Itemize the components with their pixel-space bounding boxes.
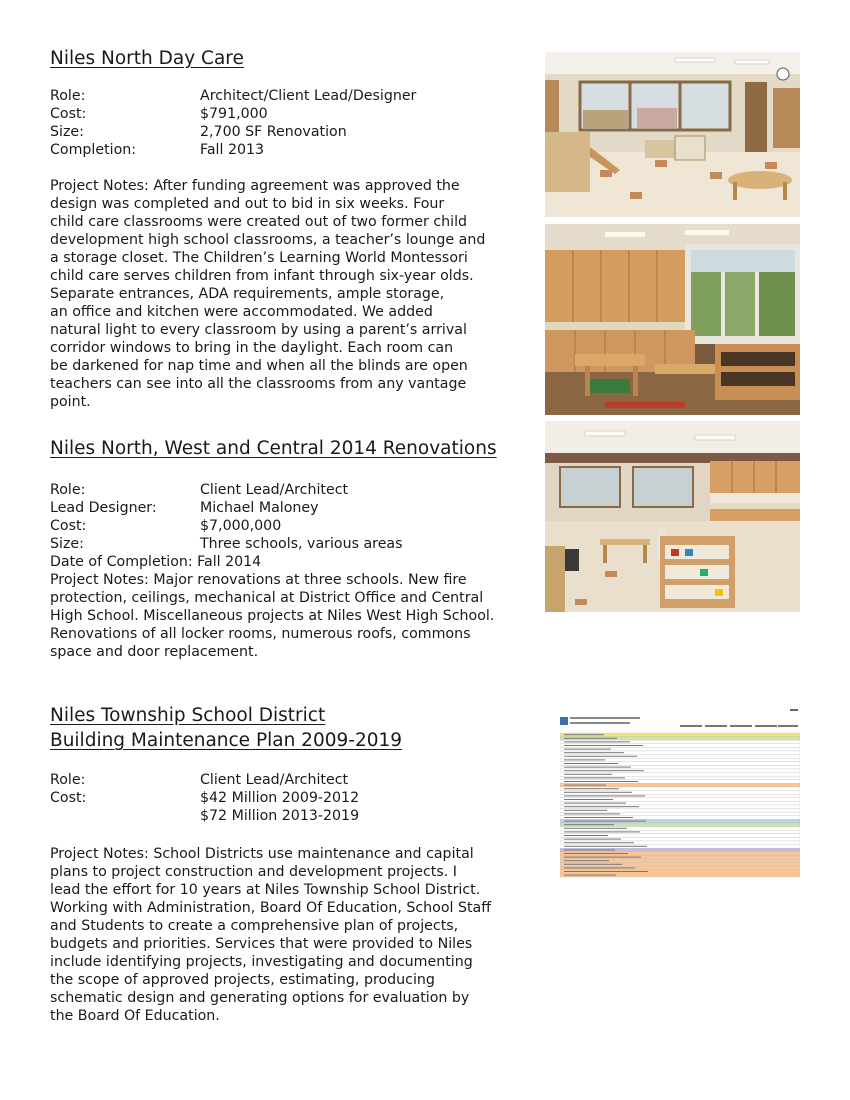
- field-value: Fall 2013: [200, 142, 265, 158]
- notes-line: teachers can see into all the classrooms from any vantage: [50, 376, 467, 392]
- notes-line: child care classrooms were created out of two former child: [50, 214, 468, 230]
- notes-line: and Students to create a comprehensive plan of projects,: [50, 918, 459, 934]
- project-2-notes: [50, 571, 520, 661]
- classroom-photo-1: [545, 52, 800, 217]
- notes-line: protection, ceilings, mechanical at District Office and Central: [50, 590, 484, 606]
- project-2-title: Niles North, West and Central 2014 Renovations: [50, 438, 497, 459]
- project-2: [50, 436, 520, 661]
- notes-line: an office and kitchen were accommodated. We added: [50, 304, 433, 320]
- project-3-title-line2: Building Maintenance Plan 2009-2019: [50, 730, 403, 751]
- notes-line: Project Notes: School Districts use maintenance and capital: [50, 846, 474, 862]
- notes-line: corridor windows to bring in the daylight. Each room can: [50, 340, 454, 356]
- notes-line: Working with Administration, Board Of Education, School Staff: [50, 900, 491, 916]
- field-value: $791,000: [200, 106, 268, 122]
- classroom-photo-2: [545, 224, 800, 415]
- field-key: Size:: [50, 124, 84, 140]
- field-value: Three schools, various areas: [200, 536, 403, 552]
- project-3-notes: [50, 845, 520, 1025]
- notes-line: Project Notes: Major renovations at three schools. New fire: [50, 572, 467, 588]
- notes-line: the scope of approved projects, estimating, producing: [50, 972, 435, 988]
- field-value: $72 Million 2013-2019: [200, 808, 360, 824]
- project-3-fields: [50, 771, 520, 825]
- notes-line: budgets and priorities. Services that were provided to Niles: [50, 936, 473, 952]
- field-value: 2,700 SF Renovation: [200, 124, 347, 140]
- field-key: Cost:: [50, 518, 87, 534]
- project-1-fields: [50, 87, 520, 159]
- classroom-photo-3: [545, 421, 800, 612]
- notes-line: High School. Miscellaneous projects at Niles West High School.: [50, 608, 495, 624]
- field-key: Role:: [50, 772, 86, 788]
- notes-line: design was completed and out to bid in six weeks. Four: [50, 196, 445, 212]
- field-key: Cost:: [50, 790, 87, 806]
- field-key: Completion:: [50, 142, 137, 158]
- project-1-notes: [50, 177, 520, 411]
- notes-line: Project Notes: After funding agreement was approved the: [50, 178, 460, 194]
- notes-line: development high school classrooms, a teacher’s lounge and: [50, 232, 486, 248]
- project-2-fields: [50, 481, 520, 571]
- field-key: Size:: [50, 536, 84, 552]
- project-1: [50, 46, 520, 411]
- notes-line: Renovations of all locker rooms, numerous roofs, commons: [50, 626, 471, 642]
- field-value: Michael Maloney: [200, 500, 319, 516]
- notes-line: schematic design and generating options for evaluation by: [50, 990, 470, 1006]
- field-value: Client Lead/Architect: [200, 772, 349, 788]
- field-key: Lead Designer:: [50, 500, 157, 516]
- notes-line: plans to project construction and development projects. I: [50, 864, 457, 880]
- notes-line: include identifying projects, investigating and documenting: [50, 954, 473, 970]
- project-1-title: Niles North Day Care: [50, 48, 244, 69]
- field-value: $7,000,000: [200, 518, 282, 534]
- maintenance-plan-spreadsheet: [560, 705, 800, 885]
- field-key: Role:: [50, 482, 86, 498]
- notes-line: space and door replacement.: [50, 644, 259, 660]
- notes-line: lead the effort for 10 years at Niles Township School District.: [50, 882, 481, 898]
- field-key: Role:: [50, 88, 86, 104]
- field-value: $42 Million 2009-2012: [200, 790, 360, 806]
- notes-line: a storage closet. The Children’s Learning World Montessori: [50, 250, 468, 266]
- notes-line: be darkened for nap time and when all the blinds are open: [50, 358, 468, 374]
- completion-line: Date of Completion: Fall 2014: [50, 554, 262, 570]
- field-value: Architect/Client Lead/Designer: [200, 88, 417, 104]
- notes-line: the Board Of Education.: [50, 1008, 220, 1024]
- field-value: Client Lead/Architect: [200, 482, 349, 498]
- notes-line: Separate entrances, ADA requirements, ample storage,: [50, 286, 445, 302]
- notes-line: child care serves children from infant through six-year olds.: [50, 268, 474, 284]
- field-key: Cost:: [50, 106, 87, 122]
- project-3-title-line1: Niles Township School District: [50, 705, 326, 726]
- notes-line: point.: [50, 394, 91, 410]
- field-key: [50, 807, 200, 825]
- notes-line: natural light to every classroom by using a parent’s arrival: [50, 322, 467, 338]
- project-3: [50, 703, 520, 1025]
